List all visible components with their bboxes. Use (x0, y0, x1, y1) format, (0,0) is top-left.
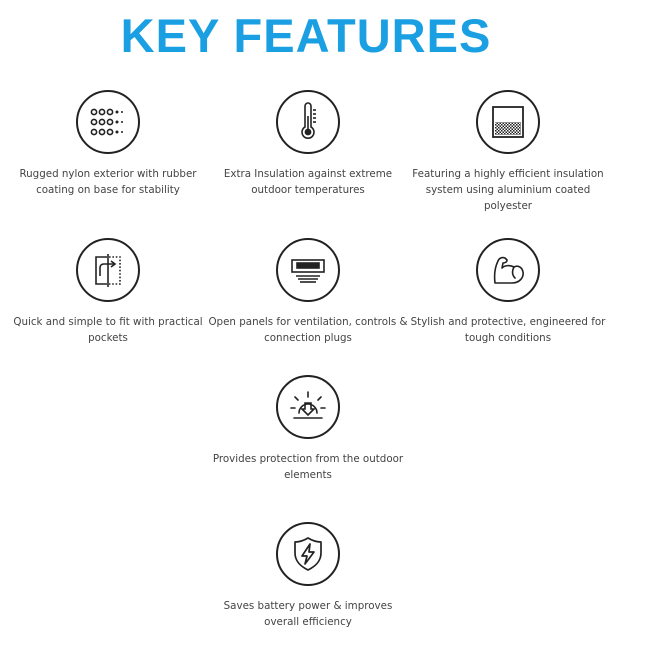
feature-caption: Quick and simple to fit with practical pockets (13, 316, 203, 344)
feature-caption: Provides protection from the outdoor elements (212, 453, 404, 481)
feature-item (208, 522, 408, 630)
feature-caption: Saves battery power & improves overall efficiency (223, 600, 393, 628)
ventilation-panel-icon (276, 238, 340, 302)
shield-bolt-icon (276, 522, 340, 586)
feature-item (208, 375, 408, 483)
page-title: KEY FEATURES (120, 9, 492, 62)
sun-protection-icon (276, 375, 340, 439)
thermometer-icon (276, 90, 340, 154)
feature-item (208, 238, 408, 346)
feature-item (408, 90, 608, 214)
feature-caption: Stylish and protective, engineered for tough conditions (410, 316, 606, 344)
flexed-arm-icon (476, 238, 540, 302)
feature-caption: Open panels for ventilation, controls & connection plugs (208, 316, 408, 344)
dots-grid-icon (76, 90, 140, 154)
insulation-layer-icon (476, 90, 540, 154)
feature-caption: Rugged nylon exterior with rubber coating on base for stability (19, 168, 197, 196)
feature-item (8, 238, 208, 346)
feature-item (208, 90, 408, 198)
feature-caption: Featuring a highly efficient insulation system using aluminium coated polyester (412, 168, 604, 212)
feature-item (8, 90, 208, 198)
feature-item (408, 238, 608, 346)
feature-caption: Extra Insulation against extreme outdoor temperatures (223, 168, 393, 196)
fit-arrow-icon (76, 238, 140, 302)
